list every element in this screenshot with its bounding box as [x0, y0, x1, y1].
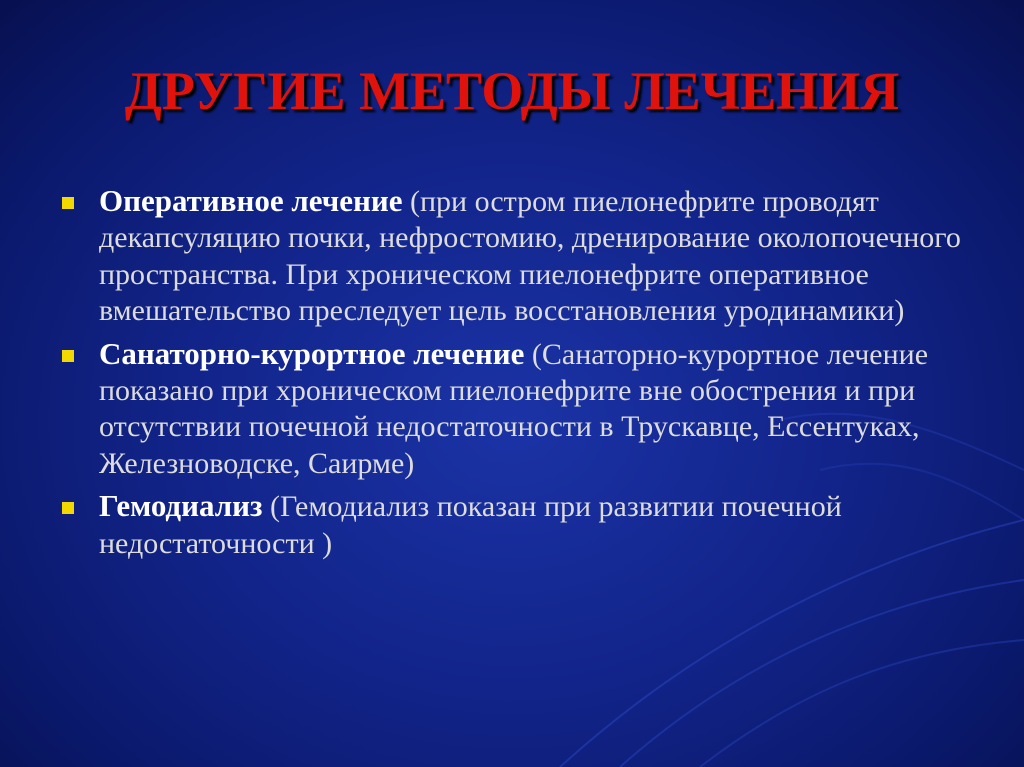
bullet-detail: (Гемодиализ показан при развитии почечной недостаточности )	[99, 490, 842, 560]
bullet-detail: (при остром пиелонефрите проводят декапсуляцию почки, нефростомию, дренирование околопочечного пространства. При хроническом пиелонефрите оперативное вмешательство преследует цель восстановления уродинамики)	[99, 185, 961, 328]
square-bullet-icon	[62, 350, 74, 362]
bullet-term: Гемодиализ	[99, 488, 263, 524]
bullet-term: Санаторно-курортное лечение	[99, 335, 525, 371]
bullet-detail: (Санаторно-курортное лечение показано при хроническом пиелонефрите вне обострения и при отсутствии почечной недостаточности в Трускавце, Ессентуках, Железноводске, Саирме)	[99, 337, 929, 480]
slide-title: ДРУГИЕ МЕТОДЫ ЛЕЧЕНИЯ	[124, 61, 900, 121]
bullet-item-sanatorium	[62, 336, 982, 483]
bullet-term: Оперативное лечение	[99, 183, 403, 218]
square-bullet-icon	[62, 502, 74, 514]
bullet-item-hemodialysis	[62, 488, 982, 562]
bullet-list	[62, 183, 982, 568]
bullet-item-surgical	[62, 183, 982, 330]
square-bullet-icon	[62, 197, 74, 209]
